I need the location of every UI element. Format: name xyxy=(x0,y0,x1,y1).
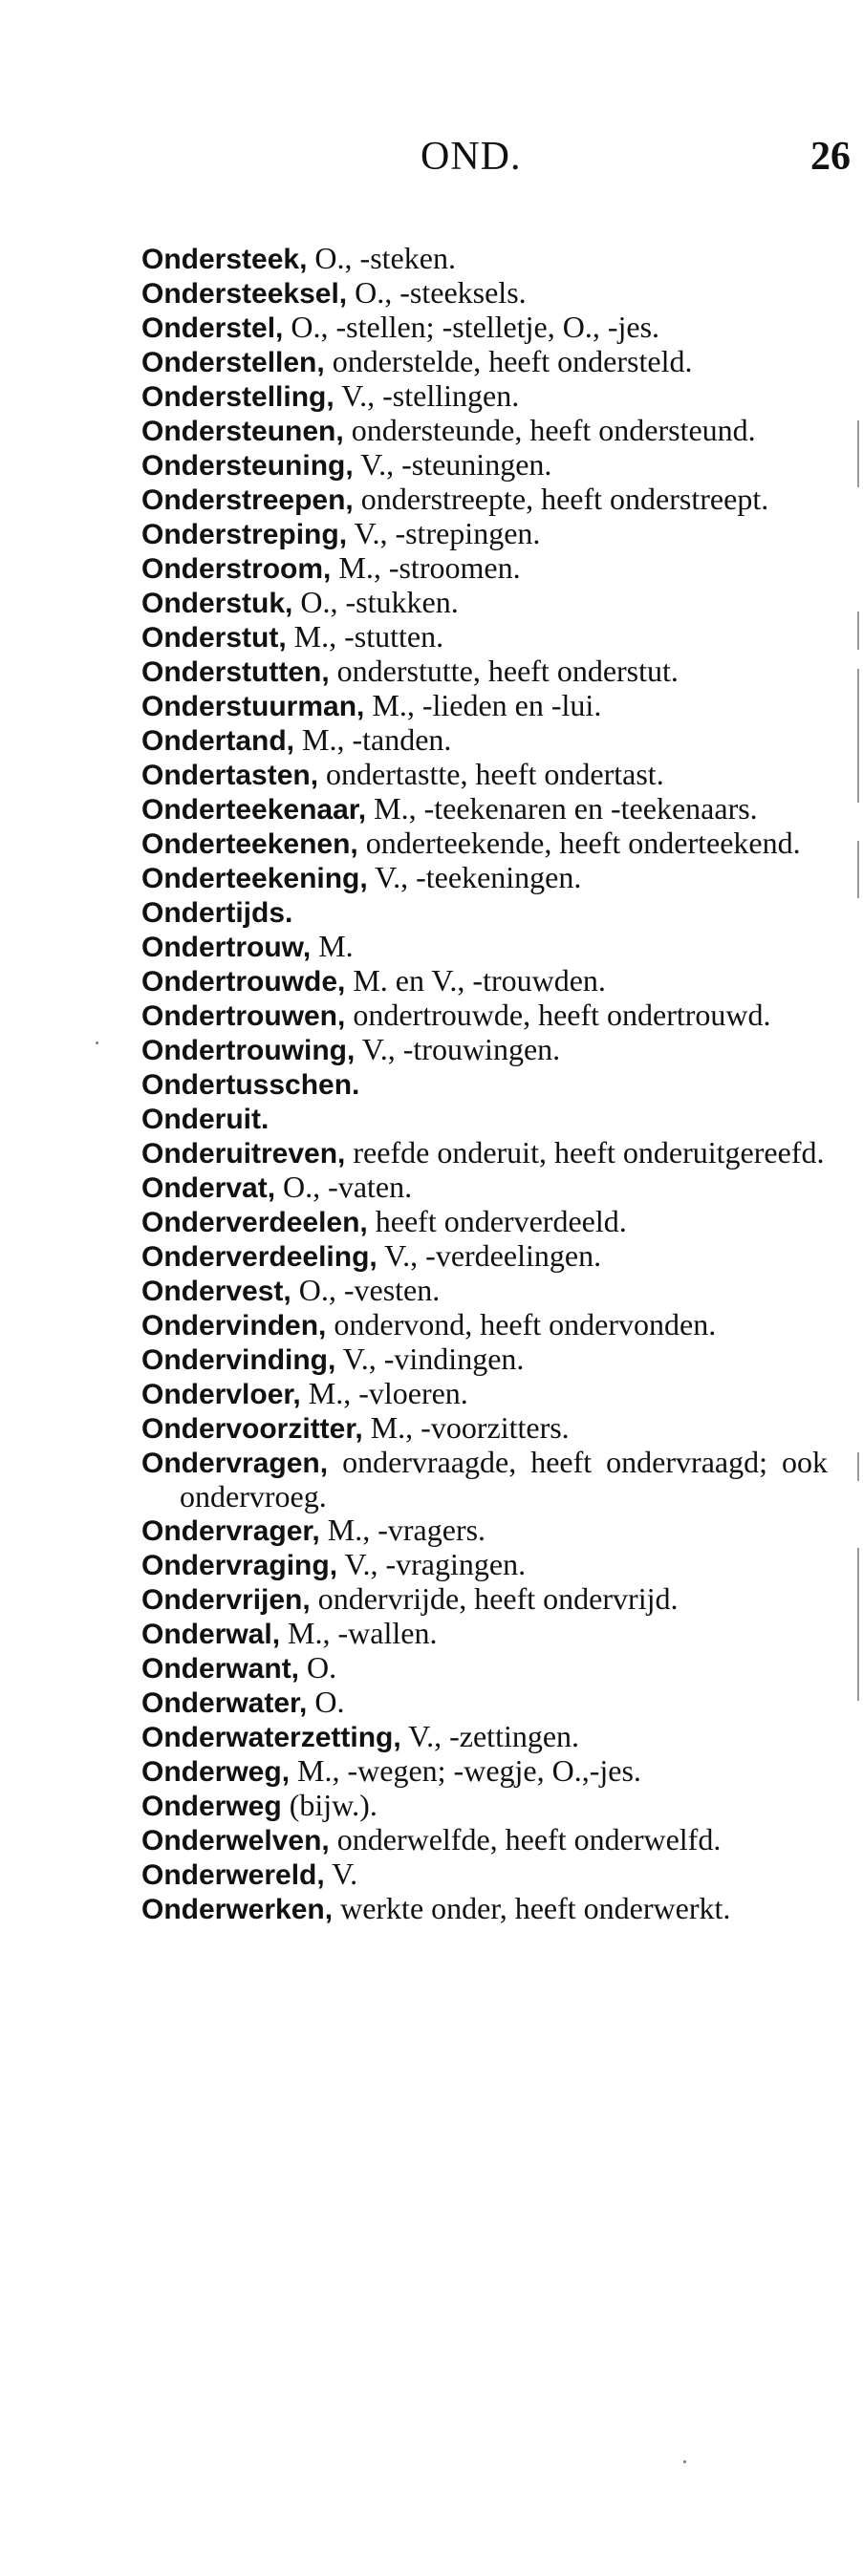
dictionary-entry xyxy=(141,1789,828,1823)
entry-definition: ondervond, heeft ondervonden. xyxy=(326,1307,717,1342)
dictionary-entry xyxy=(141,379,828,414)
entry-headword: Ondervest, xyxy=(141,1276,291,1307)
entry-headword: Onderwerken, xyxy=(141,1894,334,1925)
dictionary-entry xyxy=(141,998,828,1033)
dictionary-entry xyxy=(141,964,828,998)
entry-definition: onderwelfde, heeft onderwelfd. xyxy=(329,1822,722,1857)
entry-headword: Onderverdeelen, xyxy=(141,1207,368,1238)
dictionary-entry xyxy=(141,1617,828,1651)
entry-headword: Onderstreepen, xyxy=(141,484,354,516)
margin-rule xyxy=(857,841,859,898)
entry-definition: onderstutte, heeft onderstut. xyxy=(329,654,679,688)
dictionary-entry xyxy=(141,276,828,311)
entry-headword: Ondertijds. xyxy=(141,897,293,929)
dictionary-entry xyxy=(141,758,828,792)
entry-headword: Ondervragen, xyxy=(141,1448,329,1479)
entry-headword: Ondervinding, xyxy=(141,1344,336,1376)
dictionary-entry xyxy=(141,1102,828,1136)
dictionary-entry xyxy=(141,930,828,964)
dictionary-entry xyxy=(141,1308,828,1342)
entry-headword: Ondertrouw, xyxy=(141,932,312,963)
dictionary-entry xyxy=(141,1582,828,1617)
entry-headword: Onderweg xyxy=(141,1791,282,1822)
entry-headword: Onderwaterzetting, xyxy=(141,1722,401,1753)
dictionary-entry xyxy=(141,1239,828,1274)
dictionary-entry xyxy=(141,1651,828,1685)
dictionary-entry xyxy=(141,1274,828,1308)
entry-definition: O., -vesten. xyxy=(291,1273,441,1307)
entry-headword: Onderstroom, xyxy=(141,553,332,585)
dictionary-entry xyxy=(141,414,828,448)
entry-definition: O. xyxy=(299,1650,337,1685)
entry-headword: Onderwal, xyxy=(141,1619,281,1650)
margin-rule xyxy=(857,1452,859,1481)
entry-definition: M. xyxy=(311,929,354,963)
entry-headword: Onderweg, xyxy=(141,1756,291,1788)
dictionary-entry xyxy=(141,723,828,758)
entry-headword: Ondersteuning, xyxy=(141,450,354,482)
entry-definition: reefde onderuit, heeft onderuitgereefd. xyxy=(345,1135,825,1170)
dictionary-entry xyxy=(141,1377,828,1411)
margin-rule xyxy=(857,612,859,650)
entry-headword: Onderwereld, xyxy=(141,1859,325,1891)
entry-definition: heeft onderverdeeld. xyxy=(367,1204,627,1238)
entry-definition: ondersteunde, heeft ondersteund. xyxy=(343,413,756,447)
dictionary-entry xyxy=(141,345,828,379)
entry-definition: ondertrouwde, heeft ondertrouwd. xyxy=(345,998,771,1032)
entry-definition: ondertastte, heeft ondertast. xyxy=(318,757,664,791)
dictionary-entry xyxy=(141,1685,828,1720)
dictionary-entry xyxy=(141,620,828,655)
entry-definition: onderstreepte, heeft onderstreept. xyxy=(353,482,769,516)
entry-definition: (bijw.). xyxy=(281,1788,378,1822)
entry-headword: Onderstellen, xyxy=(141,347,325,378)
entry-definition: V., -zettingen. xyxy=(400,1719,580,1753)
entry-headword: Ondervrager, xyxy=(141,1515,320,1547)
entry-headword: Onderstreping, xyxy=(141,519,348,550)
dictionary-entry xyxy=(141,551,828,586)
entry-headword: Ondervinden, xyxy=(141,1310,327,1342)
entry-headword: Onderstuk, xyxy=(141,588,293,619)
entry-definition: O. xyxy=(307,1685,345,1719)
entry-definition: O., -vaten. xyxy=(275,1170,413,1204)
entry-definition: O., -stellen; -stelletje, O., -jes. xyxy=(283,310,660,344)
entry-definition: M., -lieden en -lui. xyxy=(364,688,602,722)
entry-headword: Onderteekenaar, xyxy=(141,794,367,826)
dictionary-entry xyxy=(141,861,828,895)
entry-definition: M., -teekenaren en -teekenaars. xyxy=(366,791,758,826)
paper-speck xyxy=(683,2460,686,2463)
entry-headword: Onderstut, xyxy=(141,622,287,654)
entry-definition: onderstelde, heeft ondersteld. xyxy=(324,344,693,378)
entry-definition: V., -vindingen. xyxy=(335,1342,525,1376)
dictionary-entry xyxy=(141,1823,828,1857)
paper-speck xyxy=(96,1041,98,1044)
dictionary-entry xyxy=(141,586,828,620)
entry-definition: M., -wegen; -wegje, O.,-jes. xyxy=(290,1753,641,1788)
entry-definition: O., -steeksels. xyxy=(347,275,527,310)
entry-definition: M., -vloeren. xyxy=(300,1376,468,1410)
entry-headword: Onderwant, xyxy=(141,1653,300,1685)
entry-definition: O., -stukken. xyxy=(292,585,459,619)
dictionary-entry xyxy=(141,483,828,517)
dictionary-entry xyxy=(141,1720,828,1754)
entry-headword: Ondertrouwing, xyxy=(141,1035,356,1066)
entry-definition: M., -tanden. xyxy=(294,722,452,757)
entry-headword: Onderstel, xyxy=(141,312,284,344)
dictionary-entry xyxy=(141,1513,828,1548)
entry-headword: Ondertusschen. xyxy=(141,1069,360,1101)
dictionary-entry xyxy=(141,1892,828,1926)
dictionary-entry xyxy=(141,689,828,723)
dictionary-entry xyxy=(141,1548,828,1582)
entry-definition: V., -teekeningen. xyxy=(367,860,582,894)
entry-headword: Ondersteek, xyxy=(141,244,308,275)
entry-definition: V., -steuningen. xyxy=(353,447,552,482)
entry-definition: V., -vragingen. xyxy=(337,1547,527,1581)
entry-definition: M., -wallen. xyxy=(280,1616,438,1650)
dictionary-entry xyxy=(141,448,828,483)
entry-headword: Onderteekenen, xyxy=(141,828,358,860)
entry-definition: onderteekende, heeft onderteekend. xyxy=(357,826,801,860)
dictionary-entry xyxy=(141,826,828,861)
entry-headword: Ondertand, xyxy=(141,725,295,757)
entry-definition: M. en V., -trouwden. xyxy=(345,963,606,998)
dictionary-entry xyxy=(141,1446,828,1513)
entry-definition: M., -vragers. xyxy=(319,1513,486,1547)
dictionary-entry xyxy=(141,1857,828,1892)
entry-headword: Onderuit. xyxy=(141,1104,270,1135)
entry-headword: Ondervat, xyxy=(141,1172,276,1204)
entry-headword: Ondervraging, xyxy=(141,1550,338,1581)
margin-rule xyxy=(857,1548,859,1701)
entry-headword: Ondervoorzitter, xyxy=(141,1413,363,1445)
entry-definition: ondervraagde, heeft ondervraagd; ook ondervroeg. xyxy=(180,1445,828,1513)
entry-headword: Ondersteeksel, xyxy=(141,278,348,310)
entry-definition: V., -verdeelingen. xyxy=(377,1238,602,1273)
dictionary-entry xyxy=(141,242,828,276)
dictionary-entry xyxy=(141,1033,828,1067)
entry-definition: V., -trouwingen. xyxy=(355,1032,561,1066)
dictionary-entry xyxy=(141,895,828,930)
entry-definition: M., -stutten. xyxy=(286,619,444,654)
dictionary-entry xyxy=(141,1342,828,1377)
entry-headword: Ondertrouwde, xyxy=(141,966,346,998)
margin-rule xyxy=(857,420,859,487)
entry-headword: Onderuitreven, xyxy=(141,1138,346,1170)
entry-headword: Ondersteunen, xyxy=(141,416,344,447)
entry-headword: Ondertasten, xyxy=(141,760,319,791)
entry-headword: Ondervloer, xyxy=(141,1379,301,1410)
dictionary-entry xyxy=(141,655,828,689)
margin-rule xyxy=(857,669,859,803)
entry-definition: ondervrijde, heeft ondervrijd. xyxy=(310,1581,679,1616)
entry-list xyxy=(141,242,828,1926)
dictionary-entry xyxy=(141,1411,828,1446)
entry-definition: M., -stroomen. xyxy=(331,550,521,585)
page-title: OND. xyxy=(421,135,522,179)
entry-headword: Onderstuurman, xyxy=(141,691,365,722)
entry-definition: V., -strepingen. xyxy=(347,516,541,550)
dictionary-entry xyxy=(141,1067,828,1102)
page-number: 26 xyxy=(810,135,851,179)
entry-headword: Onderwater, xyxy=(141,1687,308,1719)
dictionary-entry xyxy=(141,1170,828,1205)
entry-headword: Onderstelling, xyxy=(141,381,334,413)
dictionary-entry xyxy=(141,1205,828,1239)
entry-headword: Onderteekening, xyxy=(141,863,368,894)
dictionary-entry xyxy=(141,517,828,551)
page-header xyxy=(0,134,863,191)
entry-definition: O., -steken. xyxy=(307,241,456,275)
entry-headword: Onderstutten, xyxy=(141,656,330,688)
dictionary-entry xyxy=(141,1754,828,1789)
dictionary-entry xyxy=(141,1136,828,1170)
entry-headword: Onderwelven, xyxy=(141,1825,330,1857)
entry-definition: V., -stellingen. xyxy=(334,378,520,413)
entry-definition: V. xyxy=(324,1857,358,1891)
entry-headword: Ondertrouwen, xyxy=(141,1000,346,1032)
entry-headword: Onderverdeeling, xyxy=(141,1241,378,1273)
dictionary-entry xyxy=(141,311,828,345)
dictionary-entry xyxy=(141,792,828,826)
entry-headword: Ondervrijen, xyxy=(141,1584,311,1616)
entry-definition: M., -voorzitters. xyxy=(362,1410,570,1445)
entry-definition: werkte onder, heeft onderwerkt. xyxy=(333,1891,731,1925)
